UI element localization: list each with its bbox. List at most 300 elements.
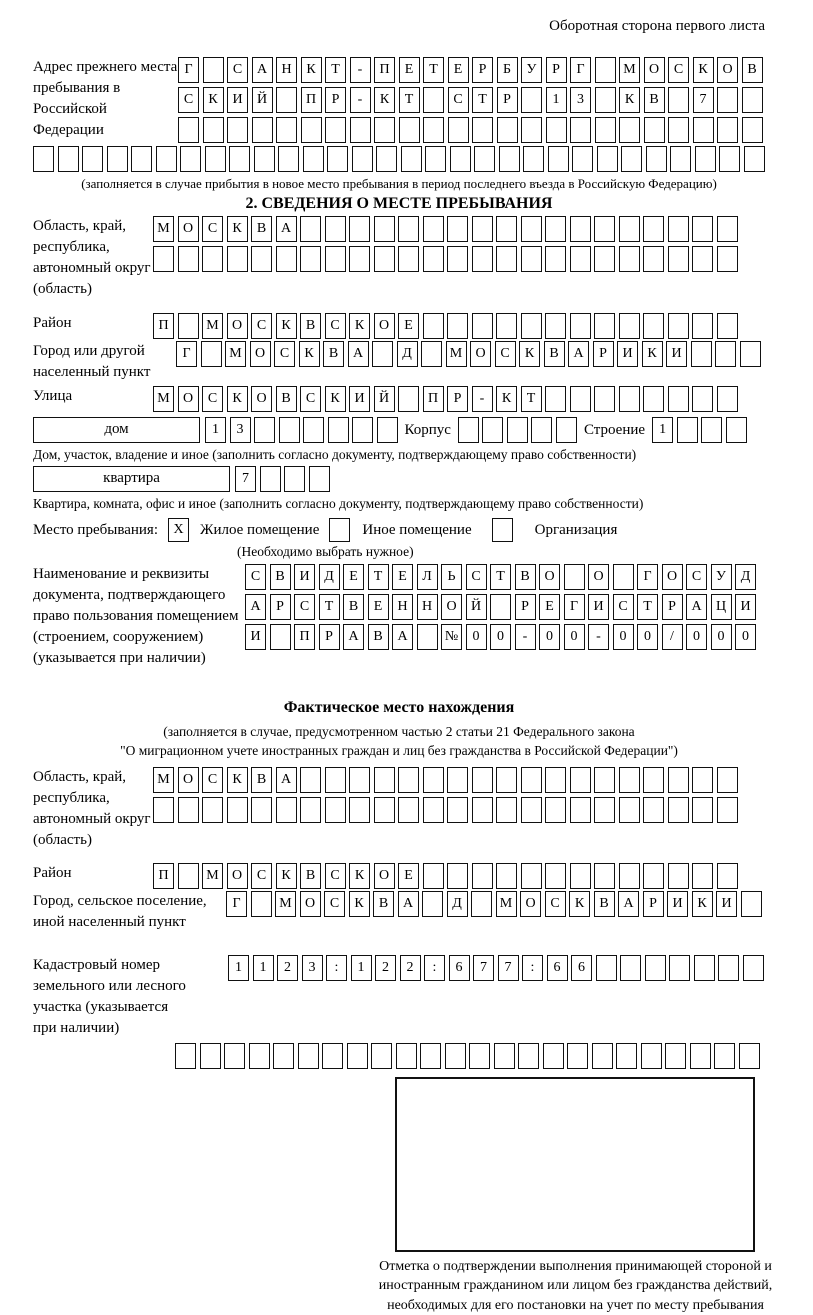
char-cell	[597, 146, 618, 172]
char-cell: Е	[343, 564, 364, 590]
char-cell: Ь	[441, 564, 462, 590]
prev-address-row-3	[178, 117, 763, 143]
region-2-row-1	[153, 767, 738, 793]
char-cell	[178, 313, 199, 339]
char-cell: К	[299, 341, 320, 367]
char-cell: Т	[490, 564, 511, 590]
char-cell	[260, 466, 281, 492]
char-cell	[619, 246, 640, 272]
char-cell: Н	[276, 57, 297, 83]
char-cell: Ц	[711, 594, 732, 620]
char-cell: О	[300, 891, 321, 917]
char-cell	[694, 955, 715, 981]
char-cell	[325, 246, 346, 272]
char-cell	[472, 797, 493, 823]
char-cell	[616, 1043, 637, 1069]
char-cell	[447, 313, 468, 339]
char-cell	[619, 767, 640, 793]
char-cell: К	[642, 341, 663, 367]
char-cell	[178, 863, 199, 889]
char-cell	[374, 246, 395, 272]
char-cell	[643, 767, 664, 793]
char-cell: И	[349, 386, 370, 412]
char-cell: Д	[447, 891, 468, 917]
char-cell: И	[588, 594, 609, 620]
char-cell: В	[251, 216, 272, 242]
char-cell	[715, 341, 736, 367]
char-cell: 3	[230, 417, 251, 443]
char-cell	[740, 341, 761, 367]
char-cell: С	[545, 891, 566, 917]
char-cell: Р	[546, 57, 567, 83]
char-cell: Р	[497, 87, 518, 113]
char-cell	[327, 146, 348, 172]
char-cell	[423, 216, 444, 242]
char-cell: 0	[539, 624, 560, 650]
char-cell	[690, 1043, 711, 1069]
char-cell: П	[301, 87, 322, 113]
district-2-label: Район	[33, 865, 72, 881]
char-cell	[153, 797, 174, 823]
char-cell: Е	[392, 564, 413, 590]
char-cell	[572, 146, 593, 172]
char-cell	[254, 146, 275, 172]
char-cell	[325, 797, 346, 823]
char-cell: К	[301, 57, 322, 83]
char-cell: Е	[448, 57, 469, 83]
char-cell: М	[153, 386, 174, 412]
checkbox-organization	[492, 518, 513, 542]
field-house	[33, 417, 765, 443]
char-cell	[448, 117, 469, 143]
char-cell: Н	[392, 594, 413, 620]
char-cell	[496, 863, 517, 889]
char-cell: С	[178, 87, 199, 113]
char-cell	[472, 246, 493, 272]
char-cell	[131, 146, 152, 172]
char-cell: Т	[325, 57, 346, 83]
char-cell	[646, 146, 667, 172]
cadastral-row-1	[228, 955, 764, 981]
char-cell	[693, 117, 714, 143]
char-cell	[423, 767, 444, 793]
char-cell	[372, 341, 393, 367]
char-cell	[300, 246, 321, 272]
char-cell: О	[178, 216, 199, 242]
char-cell	[203, 117, 224, 143]
char-cell	[546, 117, 567, 143]
field-cadastral	[33, 955, 765, 1039]
char-cell	[377, 417, 398, 443]
char-cell	[692, 767, 713, 793]
char-cell: О	[662, 564, 683, 590]
char-cell: Г	[226, 891, 247, 917]
char-cell: С	[448, 87, 469, 113]
char-cell: 7	[473, 955, 494, 981]
char-cell	[717, 863, 738, 889]
actual-location-note-1: (заполняется в случае, предусмотренном частью 2 статьи 21 Федерального закона	[163, 724, 635, 739]
field-apartment	[33, 466, 765, 492]
checkbox-other-premises	[329, 518, 350, 542]
char-cell	[298, 1043, 319, 1069]
char-cell	[347, 1043, 368, 1069]
street-label: Улица	[33, 388, 73, 404]
char-cell: :	[424, 955, 445, 981]
document-label: Наименование и реквизиты документа, подтверждающего право пользования помещением (строением, сооружением) (указывается при наличии)	[33, 566, 239, 666]
region-label: Область, край, республика, автономный округ (область)	[33, 218, 151, 297]
char-cell: У	[521, 57, 542, 83]
char-cell	[398, 797, 419, 823]
stamp-box	[395, 1077, 755, 1252]
char-cell	[521, 767, 542, 793]
char-cell: К	[227, 767, 248, 793]
char-cell	[717, 216, 738, 242]
char-cell	[301, 117, 322, 143]
field-region-2	[33, 767, 765, 851]
char-cell	[714, 1043, 735, 1069]
char-cell	[325, 767, 346, 793]
char-cell	[175, 1043, 196, 1069]
char-cell: К	[349, 891, 370, 917]
char-cell: С	[300, 386, 321, 412]
char-cell	[543, 1043, 564, 1069]
region-row-2	[153, 246, 738, 272]
char-cell: 1	[228, 955, 249, 981]
char-cell	[224, 1043, 245, 1069]
char-cell	[726, 417, 747, 443]
char-cell: 1	[546, 87, 567, 113]
char-cell: :	[326, 955, 347, 981]
char-cell	[447, 246, 468, 272]
char-cell: 2	[375, 955, 396, 981]
char-cell	[668, 313, 689, 339]
char-cell	[521, 863, 542, 889]
char-cell: Й	[374, 386, 395, 412]
char-cell	[592, 1043, 613, 1069]
document-row-1	[245, 564, 756, 590]
prev-address-row-1	[178, 57, 763, 83]
char-cell: П	[153, 313, 174, 339]
char-cell	[668, 87, 689, 113]
char-cell: С	[202, 386, 223, 412]
char-cell	[621, 146, 642, 172]
house-caption: Дом, участок, владение и иное (заполнить согласно документу, подтверждающему право собственности)	[33, 447, 637, 462]
char-cell: 0	[686, 624, 707, 650]
char-cell: С	[202, 767, 223, 793]
char-cell	[278, 146, 299, 172]
field-district	[33, 313, 765, 339]
char-cell	[178, 117, 199, 143]
char-cell: Р	[319, 624, 340, 650]
char-cell: 1	[351, 955, 372, 981]
char-cell	[548, 146, 569, 172]
checkbox-residential: X	[168, 518, 189, 542]
char-cell	[717, 767, 738, 793]
char-cell: Т	[472, 87, 493, 113]
stay-type-row	[33, 518, 765, 542]
char-cell	[58, 146, 79, 172]
char-cell	[545, 216, 566, 242]
char-cell: О	[374, 863, 395, 889]
char-cell	[349, 797, 370, 823]
char-cell	[472, 313, 493, 339]
char-cell	[423, 797, 444, 823]
char-cell	[692, 797, 713, 823]
char-cell	[521, 87, 542, 113]
char-cell	[613, 564, 634, 590]
char-cell	[570, 386, 591, 412]
char-cell: А	[686, 594, 707, 620]
field-document	[33, 564, 765, 669]
char-cell	[521, 246, 542, 272]
korpus-cells	[458, 417, 577, 443]
char-cell	[445, 1043, 466, 1069]
char-cell: С	[294, 594, 315, 620]
char-cell	[668, 386, 689, 412]
char-cell	[677, 417, 698, 443]
char-cell	[276, 246, 297, 272]
char-cell: К	[227, 386, 248, 412]
char-cell: Г	[564, 594, 585, 620]
char-cell: 2	[277, 955, 298, 981]
char-cell	[567, 1043, 588, 1069]
char-cell: Р	[643, 891, 664, 917]
char-cell	[670, 146, 691, 172]
char-cell: В	[373, 891, 394, 917]
char-cell: -	[350, 87, 371, 113]
char-cell: 7	[498, 955, 519, 981]
char-cell	[545, 386, 566, 412]
char-cell	[251, 891, 272, 917]
char-cell	[643, 216, 664, 242]
char-cell: Г	[570, 57, 591, 83]
option-residential-label: Жилое помещение	[200, 521, 320, 538]
char-cell	[641, 1043, 662, 1069]
char-cell	[229, 146, 250, 172]
stroenie-cells	[652, 417, 747, 443]
char-cell: О	[441, 594, 462, 620]
char-cell	[156, 146, 177, 172]
char-cell	[743, 955, 764, 981]
char-cell: И	[667, 891, 688, 917]
char-cell	[447, 216, 468, 242]
char-cell	[472, 117, 493, 143]
district-2-row	[153, 863, 738, 889]
char-cell	[249, 1043, 270, 1069]
char-cell: П	[294, 624, 315, 650]
char-cell	[398, 216, 419, 242]
char-cell: 3	[570, 87, 591, 113]
char-cell: М	[619, 57, 640, 83]
char-cell: О	[227, 313, 248, 339]
char-cell: С	[251, 313, 272, 339]
char-cell: К	[496, 386, 517, 412]
char-cell: К	[374, 87, 395, 113]
char-cell: Л	[417, 564, 438, 590]
char-cell: И	[666, 341, 687, 367]
char-cell: О	[251, 386, 272, 412]
char-cell	[668, 767, 689, 793]
char-cell: К	[693, 57, 714, 83]
char-cell	[570, 216, 591, 242]
char-cell: Р	[325, 87, 346, 113]
char-cell	[374, 767, 395, 793]
char-cell	[350, 117, 371, 143]
page-corner-note: Оборотная сторона первого листа	[549, 18, 765, 34]
char-cell	[545, 246, 566, 272]
char-cell: 6	[449, 955, 470, 981]
char-cell: С	[325, 313, 346, 339]
char-cell	[202, 246, 223, 272]
char-cell	[300, 767, 321, 793]
char-cell	[499, 146, 520, 172]
char-cell: О	[644, 57, 665, 83]
char-cell	[251, 246, 272, 272]
char-cell: М	[496, 891, 517, 917]
char-cell: С	[495, 341, 516, 367]
char-cell	[742, 117, 763, 143]
char-cell: А	[618, 891, 639, 917]
char-cell	[423, 87, 444, 113]
char-cell	[701, 417, 722, 443]
char-cell	[691, 341, 712, 367]
char-cell	[374, 117, 395, 143]
city-label: Город или другой населенный пункт	[33, 343, 151, 380]
char-cell	[594, 797, 615, 823]
char-cell	[349, 216, 370, 242]
char-cell: 1	[205, 417, 226, 443]
char-cell: А	[252, 57, 273, 83]
char-cell: 6	[571, 955, 592, 981]
char-cell: Б	[497, 57, 518, 83]
char-cell: К	[519, 341, 540, 367]
cadastral-label: Кадастровый номер земельного или лесного участка (указывается при наличии)	[33, 957, 186, 1036]
char-cell	[107, 146, 128, 172]
char-cell	[717, 87, 738, 113]
char-cell	[717, 313, 738, 339]
char-cell: В	[368, 624, 389, 650]
char-cell	[496, 767, 517, 793]
char-cell	[471, 891, 492, 917]
prev-address-label: Адрес прежнего места пребывания в Российской Федерации	[33, 59, 178, 138]
char-cell	[202, 797, 223, 823]
char-cell	[227, 797, 248, 823]
char-cell	[496, 313, 517, 339]
char-cell: М	[275, 891, 296, 917]
char-cell	[251, 797, 272, 823]
char-cell: А	[348, 341, 369, 367]
char-cell: И	[227, 87, 248, 113]
char-cell: А	[276, 767, 297, 793]
prev-address-note: (заполняется в случае прибытия в новое место пребывания в период последнего въезда в Российскую Федерацию)	[81, 176, 717, 191]
char-cell	[276, 117, 297, 143]
char-cell	[398, 386, 419, 412]
char-cell: Р	[447, 386, 468, 412]
char-cell	[472, 767, 493, 793]
char-cell: О	[227, 863, 248, 889]
char-cell: Д	[397, 341, 418, 367]
char-cell: К	[349, 313, 370, 339]
char-cell	[668, 246, 689, 272]
char-cell	[273, 1043, 294, 1069]
char-cell	[739, 1043, 760, 1069]
prev-address-row-4	[33, 146, 765, 172]
char-cell	[595, 117, 616, 143]
document-row-2	[245, 594, 756, 620]
char-cell	[594, 246, 615, 272]
char-cell: А	[343, 624, 364, 650]
char-cell: К	[276, 313, 297, 339]
char-cell: Р	[593, 341, 614, 367]
char-cell	[252, 117, 273, 143]
char-cell	[423, 863, 444, 889]
char-cell: В	[276, 386, 297, 412]
char-cell	[399, 117, 420, 143]
char-cell	[421, 341, 442, 367]
char-cell	[564, 564, 585, 590]
char-cell	[349, 767, 370, 793]
char-cell: Р	[515, 594, 536, 620]
char-cell: А	[392, 624, 413, 650]
char-cell: С	[668, 57, 689, 83]
char-cell	[570, 863, 591, 889]
char-cell: 0	[466, 624, 487, 650]
char-cell	[665, 1043, 686, 1069]
char-cell: И	[294, 564, 315, 590]
char-cell: Й	[466, 594, 487, 620]
char-cell: А	[398, 891, 419, 917]
char-cell	[570, 767, 591, 793]
char-cell	[423, 117, 444, 143]
char-cell: В	[343, 594, 364, 620]
char-cell	[570, 797, 591, 823]
char-cell	[325, 117, 346, 143]
char-cell	[494, 1043, 515, 1069]
char-cell	[643, 386, 664, 412]
char-cell	[496, 797, 517, 823]
street-row	[153, 386, 738, 412]
char-cell: Т	[368, 564, 389, 590]
char-cell: Г	[178, 57, 199, 83]
char-cell	[717, 386, 738, 412]
char-cell	[507, 417, 528, 443]
char-cell	[545, 313, 566, 339]
char-cell	[276, 797, 297, 823]
char-cell: М	[153, 216, 174, 242]
char-cell: -	[350, 57, 371, 83]
char-cell	[668, 797, 689, 823]
char-cell	[620, 955, 641, 981]
char-cell: М	[446, 341, 467, 367]
char-cell	[692, 386, 713, 412]
char-cell: М	[153, 767, 174, 793]
stay-type-note: (Необходимо выбрать нужное)	[237, 544, 414, 559]
char-cell: С	[324, 891, 345, 917]
field-district-2	[33, 863, 765, 889]
char-cell	[417, 624, 438, 650]
char-cell	[692, 246, 713, 272]
char-cell: 6	[547, 955, 568, 981]
char-cell: О	[539, 564, 560, 590]
char-cell	[401, 146, 422, 172]
char-cell	[619, 117, 640, 143]
char-cell	[518, 1043, 539, 1069]
char-cell: Т	[637, 594, 658, 620]
char-cell	[474, 146, 495, 172]
char-cell	[458, 417, 479, 443]
char-cell: Д	[319, 564, 340, 590]
section2-title: 2. СВЕДЕНИЯ О МЕСТЕ ПРЕБЫВАНИЯ	[245, 195, 553, 212]
